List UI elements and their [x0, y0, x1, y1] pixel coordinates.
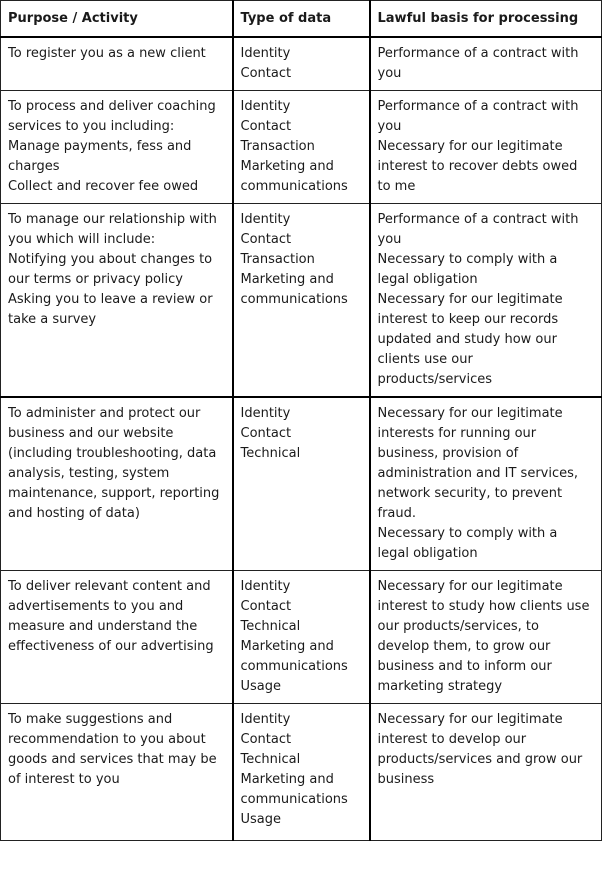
cell-type-of-data-line: Marketing and	[240, 272, 334, 287]
cell-type-of-data-line: Identity	[240, 99, 291, 114]
header-purpose: Purpose / Activity	[1, 1, 233, 38]
cell-type-of-data-line: Technical	[240, 619, 301, 634]
cell-type-of-data-line: Transaction	[240, 252, 315, 267]
cell-lawful-basis-line: Necessary to comply with a	[377, 526, 558, 541]
header-lawful-basis: Lawful basis for processing	[370, 1, 602, 38]
cell-lawful-basis-line: interest to keep our records	[377, 312, 559, 327]
cell-type-of-data-line: communications	[240, 792, 348, 807]
cell-purpose-line: To register you as a new client	[8, 46, 206, 61]
cell-type-of-data-line: Contact	[240, 426, 292, 441]
cell-purpose-line: measure and understand the	[8, 619, 198, 634]
table-row	[1, 204, 602, 398]
cell-lawful-basis	[370, 397, 602, 571]
cell-lawful-basis-line: clients use our	[377, 352, 473, 367]
cell-lawful-basis-line: Necessary for our legitimate	[377, 579, 563, 594]
cell-lawful-basis-line: legal obligation	[377, 272, 478, 287]
cell-type-of-data	[233, 91, 370, 204]
cell-type-of-data-line: communications	[240, 659, 348, 674]
cell-lawful-basis-line: Necessary for our legitimate	[377, 406, 563, 421]
cell-purpose	[1, 91, 233, 204]
cell-purpose-line: recommendation to you about	[8, 732, 206, 747]
cell-type-of-data	[233, 204, 370, 398]
cell-purpose-line: of interest to you	[8, 772, 120, 787]
cell-lawful-basis-line: administration and IT services,	[377, 466, 579, 481]
cell-lawful-basis-line: Necessary for our legitimate	[377, 292, 563, 307]
cell-lawful-basis-line: legal obligation	[377, 546, 478, 561]
cell-purpose	[1, 397, 233, 571]
cell-lawful-basis-line: Performance of a contract with	[377, 99, 579, 114]
cell-type-of-data-line: Identity	[240, 212, 291, 227]
cell-purpose-line: Notifying you about changes to	[8, 252, 213, 267]
table-row	[1, 704, 602, 841]
cell-type-of-data-line: Identity	[240, 46, 291, 61]
cell-lawful-basis	[370, 571, 602, 704]
cell-purpose-line: To administer and protect our	[8, 406, 201, 421]
cell-lawful-basis-line: to me	[377, 179, 416, 194]
cell-lawful-basis-line: products/services and grow our	[377, 752, 583, 767]
cell-type-of-data-line: Contact	[240, 732, 292, 747]
cell-type-of-data-line: Transaction	[240, 139, 315, 154]
cell-purpose-line: To manage our relationship with	[8, 212, 217, 227]
cell-purpose-line: effectiveness of our advertising	[8, 639, 214, 654]
cell-type-of-data-line: Contact	[240, 232, 292, 247]
cell-purpose-line: To deliver relevant content and	[8, 579, 211, 594]
cell-lawful-basis-line: interest to develop our	[377, 732, 527, 747]
cell-type-of-data-line: communications	[240, 179, 348, 194]
cell-lawful-basis-line: network security, to prevent	[377, 486, 563, 501]
cell-type-of-data-line: Identity	[240, 406, 291, 421]
cell-purpose-line: services to you including:	[8, 119, 175, 134]
cell-type-of-data-line: Identity	[240, 579, 291, 594]
cell-type-of-data	[233, 704, 370, 841]
table-row	[1, 91, 602, 204]
cell-purpose-line: charges	[8, 159, 60, 174]
cell-lawful-basis-line: you	[377, 232, 402, 247]
cell-lawful-basis-line: Necessary for our legitimate	[377, 712, 563, 727]
cell-lawful-basis-line: interest to study how clients use	[377, 599, 590, 614]
cell-purpose-line: Collect and recover fee owed	[8, 179, 199, 194]
cell-type-of-data-line: Marketing and	[240, 639, 334, 654]
cell-lawful-basis-line: Performance of a contract with	[377, 46, 579, 61]
cell-purpose-line: advertisements to you and	[8, 599, 184, 614]
cell-purpose-line: you which will include:	[8, 232, 156, 247]
cell-purpose	[1, 37, 233, 91]
cell-type-of-data-line: Identity	[240, 712, 291, 727]
cell-purpose-line: take a survey	[8, 312, 97, 327]
cell-lawful-basis-line: marketing strategy	[377, 679, 503, 694]
cell-lawful-basis	[370, 204, 602, 398]
cell-lawful-basis	[370, 37, 602, 91]
cell-purpose-line: To process and deliver coaching	[8, 99, 216, 114]
cell-lawful-basis-line: our products/services, to	[377, 619, 539, 634]
cell-purpose-line: goods and services that may be	[8, 752, 217, 767]
cell-type-of-data	[233, 571, 370, 704]
cell-lawful-basis-line: interest to recover debts owed	[377, 159, 578, 174]
cell-lawful-basis-line: business	[377, 772, 435, 787]
cell-type-of-data-line: Contact	[240, 66, 292, 81]
header-type-of-data: Type of data	[233, 1, 370, 38]
cell-purpose-line: Asking you to leave a review or	[8, 292, 213, 307]
cell-lawful-basis	[370, 91, 602, 204]
cell-lawful-basis-line: you	[377, 66, 402, 81]
cell-lawful-basis-line: you	[377, 119, 402, 134]
cell-type-of-data-line: communications	[240, 292, 348, 307]
cell-type-of-data	[233, 397, 370, 571]
cell-lawful-basis-line: develop them, to grow our	[377, 639, 551, 654]
cell-purpose	[1, 204, 233, 398]
table-row	[1, 397, 602, 571]
cell-purpose-line: To make suggestions and	[8, 712, 173, 727]
cell-purpose-line: (including troubleshooting, data	[8, 446, 217, 461]
cell-purpose-line: Manage payments, fess and	[8, 139, 192, 154]
cell-type-of-data-line: Marketing and	[240, 772, 334, 787]
cell-type-of-data-line: Technical	[240, 752, 301, 767]
cell-type-of-data-line: Technical	[240, 446, 301, 461]
cell-purpose-line: our terms or privacy policy	[8, 272, 183, 287]
cell-lawful-basis-line: business, provision of	[377, 446, 519, 461]
table-body	[1, 37, 602, 841]
cell-type-of-data-line: Contact	[240, 599, 292, 614]
cell-purpose-line: and hosting of data)	[8, 506, 140, 521]
cell-lawful-basis-line: Necessary for our legitimate	[377, 139, 563, 154]
cell-purpose	[1, 704, 233, 841]
cell-lawful-basis-line: Performance of a contract with	[377, 212, 579, 227]
cell-lawful-basis-line: business and to inform our	[377, 659, 552, 674]
cell-lawful-basis-line: updated and study how our	[377, 332, 557, 347]
cell-type-of-data-line: Usage	[240, 679, 282, 694]
cell-type-of-data-line: Usage	[240, 812, 282, 827]
cell-type-of-data-line: Marketing and	[240, 159, 334, 174]
cell-purpose-line: analysis, testing, system	[8, 466, 170, 481]
cell-lawful-basis-line: interests for running our	[377, 426, 537, 441]
cell-purpose	[1, 571, 233, 704]
cell-lawful-basis	[370, 704, 602, 841]
cell-type-of-data	[233, 37, 370, 91]
table-row	[1, 571, 602, 704]
cell-lawful-basis-line: Necessary to comply with a	[377, 252, 558, 267]
cell-purpose-line: maintenance, support, reporting	[8, 486, 220, 501]
cell-lawful-basis-line: products/services	[377, 372, 492, 387]
cell-lawful-basis-line: fraud.	[377, 506, 417, 521]
table-row	[1, 37, 602, 91]
cell-type-of-data-line: Contact	[240, 119, 292, 134]
cell-purpose-line: business and our website	[8, 426, 174, 441]
table-header-row	[1, 1, 602, 38]
